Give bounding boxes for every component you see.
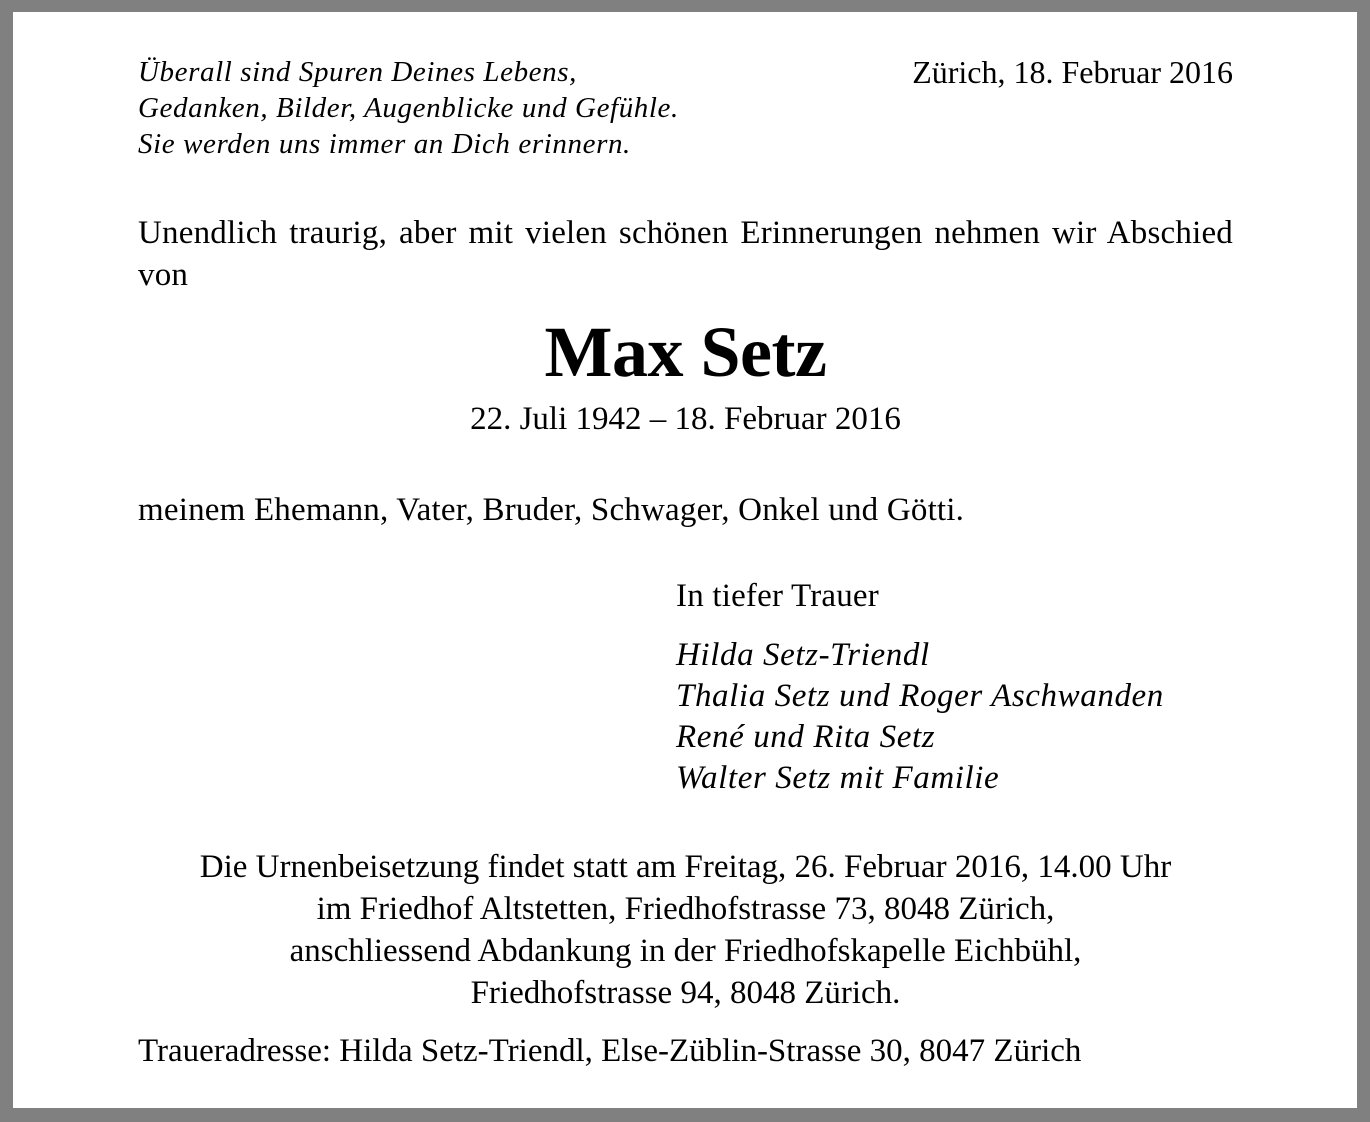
mourner-name: Hilda Setz-Triendl — [676, 637, 930, 673]
motto-line: Gedanken, Bilder, Augenblicke und Gefühle. — [138, 92, 679, 124]
ceremony-line: Friedhofstrasse 94, 8048 Zürich. — [470, 975, 901, 1011]
ceremony-line: Die Urnenbeisetzung findet statt am Freitag, 26. Februar 2016, 14.00 Uhr — [199, 849, 1172, 885]
place-date: Zürich, 18. Februar 2016 — [912, 54, 1233, 90]
mourning-address: Traueradresse: Hilda Setz-Triendl, Else-Züblin-Strasse 30, 8047 Zürich — [138, 1033, 1082, 1069]
mourning-label: In tiefer Trauer — [676, 578, 879, 614]
mourner-name: Walter Setz mit Familie — [676, 760, 1000, 796]
mourner-list — [676, 635, 1236, 799]
ceremony-details — [138, 846, 1233, 1014]
mourners-block — [676, 575, 1236, 799]
deceased-name: Max Setz — [544, 312, 827, 392]
mourner-name: Thalia Setz und Roger Aschwanden — [676, 678, 1164, 714]
motto-line: Überall sind Spuren Deines Lebens, — [138, 56, 577, 88]
ceremony-line: anschliessend Abdankung in der Friedhofskapelle Eichbühl, — [289, 933, 1082, 969]
motto-verse — [138, 54, 679, 162]
relation-text: meinem Ehemann, Vater, Bruder, Schwager, Onkel und Götti. — [138, 492, 965, 528]
intro-text: Unendlich traurig, aber mit vielen schönen Erinnerungen nehmen wir Abschied von — [138, 215, 1233, 293]
ceremony-line: im Friedhof Altstetten, Friedhofstrasse 73, 8048 Zürich, — [316, 891, 1055, 927]
lifespan-dates: 22. Juli 1942 – 18. Februar 2016 — [470, 401, 901, 437]
motto-line: Sie werden uns immer an Dich erinnern. — [138, 128, 631, 160]
obituary-notice — [13, 12, 1357, 1108]
mourner-name: René und Rita Setz — [676, 719, 936, 755]
